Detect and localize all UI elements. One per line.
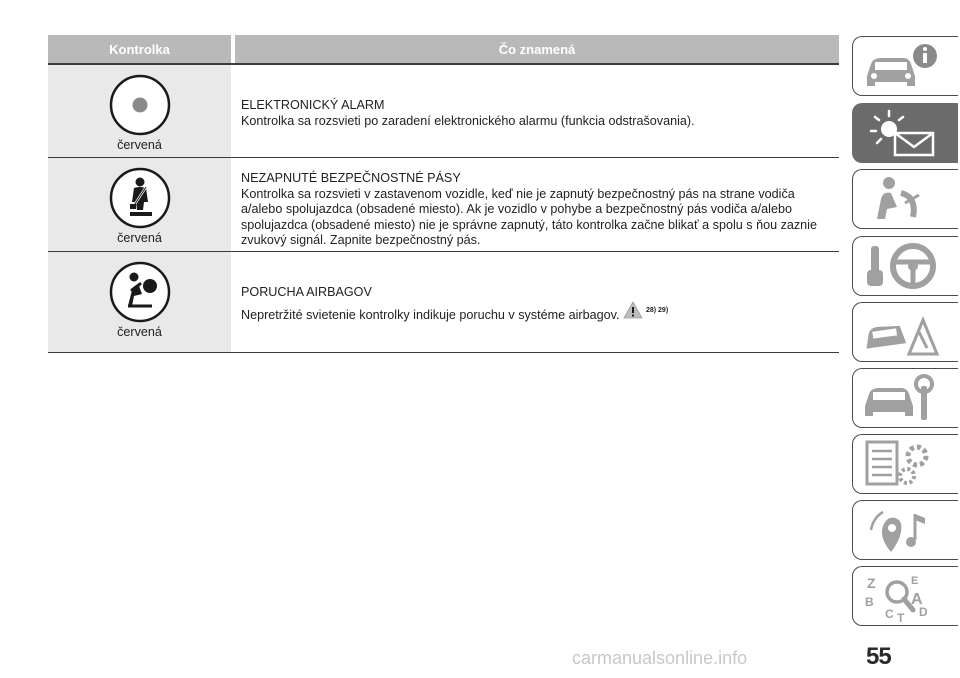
multimedia-icon <box>861 504 941 556</box>
table-row <box>48 65 839 158</box>
key-steering-wheel-icon <box>861 240 941 292</box>
seat-airbag-icon <box>861 173 941 225</box>
svg-text:T: T <box>897 611 905 622</box>
specs-gear-icon <box>861 438 941 490</box>
car-wrench-icon <box>861 372 941 424</box>
table-row <box>48 158 839 252</box>
svg-text:B: B <box>865 595 874 609</box>
alarm-dot-icon <box>108 73 172 137</box>
tab-index[interactable] <box>852 566 958 626</box>
watermark: carmanualsonline.info <box>572 648 748 668</box>
table-header <box>48 35 839 65</box>
tab-multimedia[interactable] <box>852 500 958 560</box>
row-text: Kontrolka sa rozsvieti v zastavenom vozidle, keď nie je zapnutý bezpečnostný pás na strane vodiča a/alebo spolujazdca (obsadené miesto). Ak je vozidlo v pohybe a bezpečnostný pás vodiča a/alebo spolujazdca (obsadené miesto) nie je správne zapnutý, táto kontrolka začne blikať a spolu s ňou zaznie zvukový signál. Zapnite bezpečnostný pás. <box>241 186 817 248</box>
seatbelt-icon <box>108 166 172 230</box>
header-kontrolka: Kontrolka <box>48 35 231 63</box>
svg-text:E: E <box>911 575 919 587</box>
svg-text:C: C <box>885 607 894 621</box>
tab-car-info[interactable] <box>852 36 958 96</box>
tab-maintenance[interactable] <box>852 368 958 428</box>
svg-text:Z: Z <box>867 575 876 591</box>
table-row <box>48 252 839 353</box>
warning-triangle-icon <box>623 301 643 319</box>
tab-warning-lights[interactable] <box>852 103 958 163</box>
warning-lights-icon <box>861 107 941 159</box>
lamp-color-label: červená <box>117 138 162 152</box>
warning-lights-table <box>48 35 839 353</box>
index-search-icon <box>861 570 941 622</box>
warning-references: 28) 29) <box>645 307 669 314</box>
header-co-znamena: Čo znamená <box>235 35 839 63</box>
row-title: ELEKTRONICKÝ ALARM <box>241 98 385 112</box>
tab-emergency[interactable] <box>852 302 958 362</box>
tab-starting-driving[interactable] <box>852 236 958 296</box>
row-text: Kontrolka sa rozsvieti po zaradení elektronického alarmu (funkcia odstrašovania). <box>241 113 695 128</box>
tab-technical-data[interactable] <box>852 434 958 494</box>
tab-safety[interactable] <box>852 169 958 229</box>
lamp-color-label: červená <box>117 231 162 245</box>
airbag-icon <box>108 260 172 324</box>
car-accident-icon <box>861 306 941 358</box>
page-number: 55 <box>866 643 891 670</box>
row-title: NEZAPNUTÉ BEZPEČNOSTNÉ PÁSY <box>241 171 461 185</box>
svg-text:A: A <box>911 591 923 608</box>
car-info-icon <box>861 40 941 92</box>
row-title: PORUCHA AIRBAGOV <box>241 285 372 299</box>
row-text: Nepretržité svietenie kontrolky indikuje poruchu v systéme airbagov. <box>241 307 620 322</box>
lamp-color-label: červená <box>117 325 162 339</box>
svg-text:D: D <box>919 605 928 619</box>
